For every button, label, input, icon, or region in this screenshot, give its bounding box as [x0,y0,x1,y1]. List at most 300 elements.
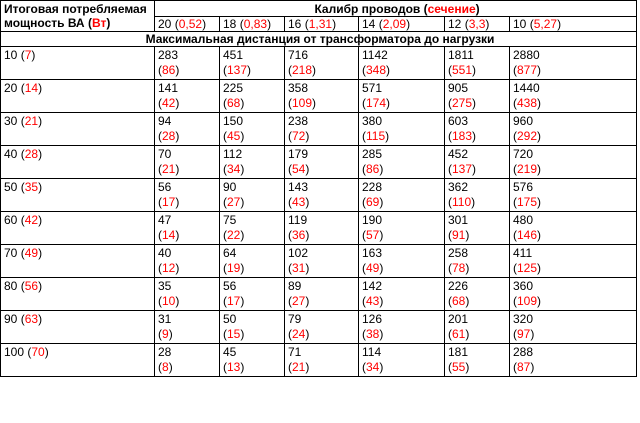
distance-feet: 163 [362,246,383,260]
distance-meters-line: (27) [223,195,245,209]
power-cell: 30 (21) [1,113,155,146]
distance-feet: 79 [288,312,302,326]
power-va: 50 [4,180,18,194]
distance-feet: 142 [362,279,383,293]
distance-cell [285,278,359,311]
power-cell: 50 (35) [1,179,155,212]
distance-cell [359,179,445,212]
distance-meters: 13 [227,360,241,374]
table-row [1,344,637,377]
distance-cell [510,179,637,212]
distance-feet: 56 [158,180,172,194]
power-va: 20 [4,81,18,95]
distance-meters-line: (28) [158,129,180,143]
distance-meters: 31 [292,261,306,275]
distance-meters: 174 [366,96,387,110]
distance-cell [155,311,220,344]
distance-meters: 43 [366,294,380,308]
distance-feet: 603 [448,114,469,128]
distance-meters-line: (219) [513,162,542,176]
distance-cell [445,311,510,344]
distance-cell [220,146,285,179]
distance-feet: 1811 [448,48,474,62]
distance-meters-line: (87) [513,360,535,374]
distance-feet: 102 [288,246,309,260]
distance-cell [285,311,359,344]
distance-feet: 283 [158,48,179,62]
power-unit: Вт [91,16,107,30]
distance-feet: 301 [448,213,469,227]
distance-meters: 219 [517,162,538,176]
gauge-awg: 16 [288,17,302,31]
distance-meters-line: (137) [448,162,477,176]
distance-meters-line: (175) [513,195,542,209]
distance-cell [155,80,220,113]
power-cell: 90 (63) [1,311,155,344]
power-header: Итоговая потребляемая мощность ВА (Вт) [1,1,155,32]
distance-meters: 438 [517,96,538,110]
distance-cell [445,245,510,278]
distance-feet: 119 [288,213,308,227]
power-w: 21 [24,114,39,128]
distance-meters-line: (877) [513,63,542,77]
power-va: 60 [4,213,18,227]
power-w: 7 [24,48,32,62]
power-w: 63 [24,312,39,326]
power-va: 40 [4,147,18,161]
distance-feet: 362 [448,180,469,194]
distance-feet: 1142 [362,48,388,62]
distance-meters: 17 [227,294,241,308]
distance-feet: 452 [448,147,469,161]
distance-cell [155,344,220,377]
distance-meters: 551 [452,63,473,77]
distance-meters-line: (43) [362,294,384,308]
distance-feet: 360 [513,279,534,293]
distance-meters: 45 [227,129,241,143]
distance-meters: 110 [452,195,472,209]
gauge-mm2: 1,31 [308,17,333,31]
distance-cell [220,47,285,80]
distance-meters: 28 [162,129,176,143]
distance-feet: 31 [158,312,172,326]
distance-feet: 716 [288,48,309,62]
distance-meters: 17 [162,195,176,209]
distance-feet: 380 [362,114,383,128]
distance-meters-line: (438) [513,96,542,110]
distance-meters: 87 [517,360,531,374]
table-body [1,47,637,377]
distance-cell [445,179,510,212]
distance-meters: 91 [452,228,466,242]
distance-feet: 225 [223,81,244,95]
distance-feet: 571 [362,81,383,95]
distance-feet: 28 [158,345,172,359]
distance-cell [220,278,285,311]
distance-meters-line: (43) [288,195,310,209]
gauge-awg: 10 [513,17,527,31]
distance-meters: 146 [517,228,538,242]
distance-feet: 285 [362,147,383,161]
distance-cell [359,278,445,311]
power-cell: 80 (56) [1,278,155,311]
distance-meters-line: (109) [288,96,317,110]
distance-meters-line: (183) [448,129,477,143]
distance-meters: 137 [452,162,473,176]
distance-meters-line: (551) [448,63,477,77]
distance-cell [285,344,359,377]
distance-meters: 42 [162,96,176,110]
distance-cell [510,80,637,113]
distance-cell [359,113,445,146]
distance-feet: 75 [223,213,237,227]
distance-feet: 141 [158,81,179,95]
gauge-header-cell: 20 (0,52) [155,17,220,32]
power-cell: 100 (70) [1,344,155,377]
distance-meters-line: (275) [448,96,477,110]
power-w: 14 [24,81,39,95]
distance-feet: 114 [362,345,382,359]
distance-meters-line: (125) [513,261,542,275]
distance-meters-line: (72) [288,129,310,143]
distance-meters-line: (49) [362,261,384,275]
distance-cell [220,113,285,146]
distance-meters-line: (19) [223,261,245,275]
distance-feet: 451 [223,48,244,62]
distance-feet: 2880 [513,48,540,62]
table-subtitle: Максимальная дистанция от трансформатора до нагрузки [1,32,637,47]
distance-meters: 72 [292,129,306,143]
distance-feet: 56 [223,279,237,293]
distance-meters-line: (54) [288,162,310,176]
gauge-awg: 20 [158,17,172,31]
distance-cell [445,146,510,179]
power-va: 90 [4,312,18,326]
distance-cell [155,212,220,245]
distance-meters-line: (13) [223,360,245,374]
distance-cell [220,311,285,344]
distance-cell [285,80,359,113]
gauge-awg: 18 [223,17,237,31]
distance-cell [510,47,637,80]
power-cell: 70 (49) [1,245,155,278]
distance-feet: 228 [362,180,383,194]
power-w: 35 [24,180,39,194]
distance-meters-line: (86) [362,162,384,176]
caliber-header: Калибр проводов (сечение) [155,1,637,17]
distance-meters-line: (348) [362,63,391,77]
power-header-label: Итоговая потребляемая мощность ВА [4,2,147,30]
distance-cell [155,47,220,80]
distance-feet: 576 [513,180,534,194]
distance-meters-line: (68) [448,294,470,308]
power-va: 70 [4,246,18,260]
distance-cell [220,245,285,278]
distance-cell [510,311,637,344]
distance-cell [359,80,445,113]
distance-meters: 55 [452,360,466,374]
distance-meters-line: (21) [158,162,180,176]
caliber-header-label: Калибр проводов [314,2,421,16]
distance-feet: 1440 [513,81,540,95]
distance-cell [445,80,510,113]
distance-feet: 181 [448,345,469,359]
distance-meters: 10 [162,294,176,308]
distance-feet: 70 [158,147,172,161]
distance-meters-line: (17) [158,195,180,209]
distance-feet: 112 [223,147,243,161]
table-row [1,113,637,146]
distance-feet: 320 [513,312,534,326]
distance-meters: 218 [292,63,313,77]
distance-meters: 49 [366,261,380,275]
distance-meters: 175 [517,195,538,209]
table-row [1,179,637,212]
distance-cell [155,278,220,311]
power-va: 100 [4,345,25,359]
gauge-mm2: 3,3 [468,17,486,31]
gauge-mm2: 2,09 [382,17,407,31]
distance-cell [155,179,220,212]
distance-meters-line: (55) [448,360,470,374]
distance-feet: 40 [158,246,172,260]
distance-meters-line: (34) [362,360,384,374]
distance-cell [510,212,637,245]
distance-cell [359,47,445,80]
distance-meters: 8 [162,360,169,374]
distance-meters-line: (292) [513,129,542,143]
distance-meters-line: (109) [513,294,542,308]
distance-cell [359,311,445,344]
distance-meters-line: (12) [158,261,180,275]
distance-meters: 24 [292,327,306,341]
distance-cell [445,113,510,146]
gauge-header-cell: 12 (3,3) [445,17,510,32]
distance-cell [510,344,637,377]
distance-meters: 125 [517,261,538,275]
distance-feet: 45 [223,345,237,359]
gauge-awg: 12 [448,17,462,31]
distance-feet: 905 [448,81,469,95]
distance-cell [220,179,285,212]
distance-meters: 137 [227,63,248,77]
distance-meters-line: (218) [288,63,317,77]
distance-feet: 960 [513,114,534,128]
distance-feet: 64 [223,246,237,260]
distance-meters: 14 [162,228,176,242]
distance-feet: 35 [158,279,172,293]
table-row [1,245,637,278]
distance-feet: 238 [288,114,309,128]
distance-meters: 15 [227,327,241,341]
table-row [1,278,637,311]
gauge-mm2: 5,27 [533,17,558,31]
power-cell: 60 (42) [1,212,155,245]
distance-meters-line: (97) [513,327,535,341]
distance-meters: 19 [227,261,241,275]
table-row [1,311,637,344]
distance-cell [445,212,510,245]
distance-meters: 86 [162,63,176,77]
distance-meters-line: (10) [158,294,180,308]
distance-meters: 109 [292,96,313,110]
distance-meters: 183 [452,129,473,143]
distance-feet: 358 [288,81,309,95]
distance-meters-line: (146) [513,228,542,242]
distance-meters: 34 [366,360,380,374]
distance-meters-line: (21) [288,360,310,374]
distance-meters-line: (68) [223,96,245,110]
distance-feet: 94 [158,114,172,128]
distance-meters-line: (42) [158,96,180,110]
distance-cell [155,245,220,278]
gauge-mm2: 0,83 [243,17,268,31]
distance-meters-line: (17) [223,294,245,308]
distance-meters: 34 [227,162,241,176]
distance-meters: 78 [452,261,466,275]
distance-meters: 86 [366,162,380,176]
distance-feet: 288 [513,345,534,359]
power-cell: 20 (14) [1,80,155,113]
gauge-awg: 14 [362,17,376,31]
distance-meters: 61 [452,327,466,341]
distance-cell [359,212,445,245]
gauge-header-cell: 18 (0,83) [220,17,285,32]
distance-cell [285,47,359,80]
gauge-header-cell: 16 (1,31) [285,17,359,32]
power-va: 30 [4,114,18,128]
power-w: 70 [31,345,45,359]
distance-feet: 50 [223,312,237,326]
distance-meters: 54 [292,162,306,176]
distance-meters-line: (57) [362,228,384,242]
power-w: 56 [24,279,39,293]
distance-cell [285,212,359,245]
distance-meters-line: (36) [288,228,310,242]
distance-feet: 258 [448,246,469,260]
distance-cell [359,245,445,278]
distance-meters-line: (15) [223,327,245,341]
distance-feet: 47 [158,213,172,227]
distance-meters-line: (34) [223,162,245,176]
distance-meters-line: (45) [223,129,245,143]
distance-feet: 150 [223,114,244,128]
power-cell: 10 (7) [1,47,155,80]
distance-cell [155,146,220,179]
distance-meters-line: (137) [223,63,252,77]
distance-meters-line: (61) [448,327,470,341]
distance-feet: 71 [288,345,302,359]
power-va: 10 [4,48,18,62]
power-w: 28 [24,147,39,161]
distance-meters: 877 [517,63,538,77]
power-w: 49 [24,246,39,260]
distance-meters: 68 [452,294,466,308]
distance-meters-line: (27) [288,294,310,308]
gauge-header-cell: 14 (2,09) [359,17,445,32]
distance-meters-line: (115) [362,129,390,143]
distance-meters-line: (22) [223,228,245,242]
distance-meters-line: (38) [362,327,384,341]
distance-cell [359,344,445,377]
distance-meters: 69 [366,195,380,209]
distance-feet: 720 [513,147,534,161]
distance-meters: 38 [366,327,380,341]
distance-cell [155,113,220,146]
table-row [1,146,637,179]
distance-feet: 190 [362,213,383,227]
distance-meters-line: (86) [158,63,180,77]
distance-feet: 126 [362,312,383,326]
distance-meters: 21 [162,162,176,176]
distance-cell [285,113,359,146]
distance-feet: 226 [448,279,469,293]
distance-meters: 9 [162,327,169,341]
distance-meters: 97 [517,327,531,341]
distance-meters: 115 [366,129,386,143]
distance-meters-line: (69) [362,195,384,209]
table-row [1,47,637,80]
gauge-mm2: 0,52 [178,17,203,31]
subtitle-row [1,32,637,47]
distance-meters-line: (91) [448,228,470,242]
distance-meters-line: (110) [448,195,476,209]
distance-meters: 27 [227,195,241,209]
header-row [1,1,637,17]
gauge-header-cell: 10 (5,27) [510,17,637,32]
distance-meters-line: (8) [158,360,173,374]
distance-meters: 43 [292,195,306,209]
distance-meters: 12 [162,261,176,275]
table-row [1,212,637,245]
power-w: 42 [24,213,39,227]
power-va: 80 [4,279,18,293]
distance-meters-line: (31) [288,261,310,275]
distance-meters-line: (78) [448,261,470,275]
distance-cell [285,146,359,179]
distance-cell [445,47,510,80]
distance-cell [510,146,637,179]
distance-feet: 480 [513,213,534,227]
distance-cell [510,245,637,278]
distance-meters-line: (9) [158,327,173,341]
distance-meters: 275 [452,96,473,110]
distance-feet: 179 [288,147,309,161]
distance-cell [359,146,445,179]
distance-meters: 21 [292,360,306,374]
distance-cell [220,344,285,377]
distance-meters-line: (24) [288,327,310,341]
distance-meters: 27 [292,294,306,308]
distance-feet: 143 [288,180,309,194]
distance-feet: 201 [448,312,469,326]
caliber-section-label: сечение [427,2,476,16]
distance-cell [445,344,510,377]
distance-meters: 57 [366,228,380,242]
distance-cell [220,80,285,113]
distance-cell [510,278,637,311]
distance-meters: 109 [517,294,538,308]
distance-meters: 36 [292,228,306,242]
distance-cell [220,212,285,245]
distance-feet: 90 [223,180,237,194]
distance-cell [285,245,359,278]
distance-meters-line: (14) [158,228,180,242]
table-row [1,80,637,113]
distance-cell [445,278,510,311]
distance-meters: 292 [517,129,538,143]
distance-cell [510,113,637,146]
